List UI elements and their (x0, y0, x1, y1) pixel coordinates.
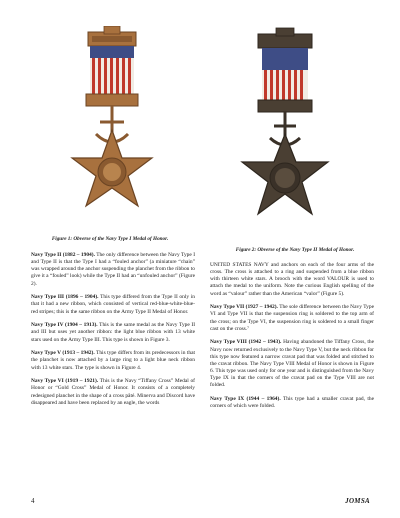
figure-1 (60, 26, 200, 234)
right-column (210, 262, 374, 417)
journal-name: JOMSA (345, 497, 370, 505)
paragraph-navy-type-iii: Navy Type III (1896 – 1904). This type differed from the Type II only in that it had a new ribbon, which consisted of vertical red-blue-white-blue-red stripes; this is the same ribbon on the Army Type II Medal of Honor. (31, 294, 195, 315)
medal-type-i-image (60, 26, 200, 234)
left-column (31, 252, 195, 413)
figure-2 (232, 26, 372, 234)
paragraph-navy-type-iv: Navy Type IV (1904 – 1913). This is the same medal as the Navy Type II and III but uses yet another ribbon: the light blue ribbon with 13 white stars used on the Army Type III. This type is shown in Figure 3. (31, 322, 195, 343)
paragraph-navy-type-vii: Navy Type VII (1927 – 1942). The sole difference between the Navy Type VI and Type VII is that the suspension ring is soldered to the top arm of the cross; on the Type VI, the suspension ring is soldered to a small finger cast on the cross.⁷ (210, 304, 375, 332)
paragraph-navy-type-ix: Navy Type IX (1944 – 1964). This type had a smaller cravat pad, the corners of which were folded. (210, 396, 374, 410)
page-number: 4 (31, 497, 35, 505)
paragraph-navy-type-v: Navy Type V (1913 – 1942). This type differs from its predecessors in that the planchet is now attached by a large ring to a light blue neck ribbon with 13 white stars. The type is shown in Figure 4. (31, 350, 195, 371)
paragraph-type-vi-continued: UNITED STATES NAVY and anchors on each of the four arms of the cross. The cross is attached to a ring and suspended from a blue ribbon with thirteen white stars. A brooch with the word VALOUR is used to attach the medal to the uniform. Note the curious English spelling of the word as “valour” rather than the American “valor” (Figure 5). (210, 262, 374, 297)
paragraph-navy-type-ii: Navy Type II (1882 – 1904). The only difference between the Navy Type I and Type II is that the Type I had a “fouled anchor” (a miniature “chain” was wrapped around the anchor suspending the planchet from the ribbon to give it a “fouled” look) while the Type II had an “unfouled anchor” (Figure 2). (31, 252, 195, 287)
medal-type-ii-image (232, 26, 372, 234)
paragraph-navy-type-viii: Navy Type VIII (1942 – 1943). Having abandoned the Tiffany Cross, the Navy now returned exclusively to the Navy Type V, but the neck ribbon for this type now featured a narrow cravat pad that was folded and stitched to the cravat ribbon. The Navy Type VIII Medal of Honor is shown in Figure 6. This type was used only for one year and is distinguished from the Navy Type IX in that the corners of the cravat pad on the Type VIII are not folded. (210, 339, 374, 389)
paragraph-navy-type-vi: Navy Type VI (1919 – 1921). This is the Navy “Tiffany Cross” Medal of Honor or “Gold Cross” Medal of Honor. It consists of a completely redesigned planchet in the shape of a cross pâté. Minerva and Discord have disappeared and have been replaced by an eagle, the words (31, 378, 195, 406)
figure-1-caption: Figure 1: Obverse of the Navy Type I Medal of Honor. (51, 236, 169, 242)
figure-2-caption: Figure 2: Obverse of the Navy Type II Medal of Honor. (235, 247, 355, 253)
